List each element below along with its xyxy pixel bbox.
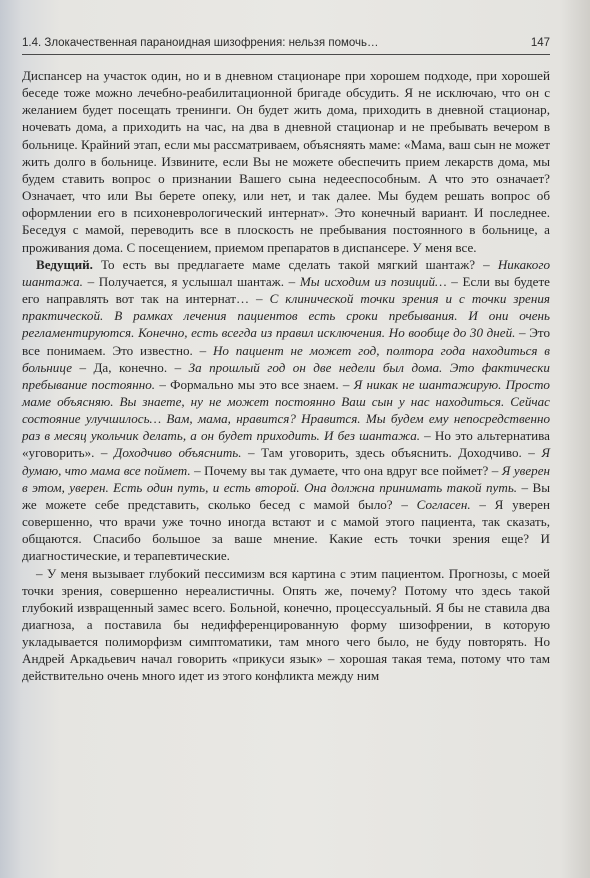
running-header xyxy=(22,36,550,55)
text-run: – Я уверен совершенно, что врачи уже точно иногда встают и с мамой этого пациента, так сказать, общаются. Спасибо большое за ваше мнение. Какие есть точки зрения еще? И диагностические, и терапевтические. xyxy=(22,496,550,564)
italic-speech: Никакого шантажа. xyxy=(22,256,550,289)
italic-speech: Я думаю, что мама все поймет. xyxy=(22,445,550,478)
paragraph xyxy=(22,565,550,685)
italic-speech: Доходчиво объяснить. xyxy=(113,445,242,461)
italic-speech: Но пациент не может год, полтора года находиться в больнице xyxy=(22,342,550,375)
running-title: 1.4. Злокачественная параноидная шизофрения: нельзя помочь… xyxy=(22,37,379,49)
text-run: – У меня вызывает глубокий пессимизм вся картина с этим пациентом. Прогнозы, с моей точки зрения, совершенно нереалистичны. Опять же, почему? Потому что здесь такой глубокий извращенный замес всего. Больной, конечно, процессуальный. Я бы не ставила два диагноза, а поставила бы недифференцированную форму шизофрении, в которую укладывается полиморфизм симптоматики, там много чего было, не буду повторять. Но Андрей Аркадьевич начал говорить «прикуси язык» – хорошая такая тема, потому что там действительно очень много идет из этого конфликта между ним xyxy=(22,565,550,684)
italic-speech: Согласен. xyxy=(416,496,471,512)
text-run: – Почему вы так думаете, что она вдруг все поймет? – xyxy=(190,462,502,478)
body-text xyxy=(22,67,550,685)
text-run: – Формально мы это все знаем. – xyxy=(155,376,354,392)
text-run: – Если вы будете его направлять вот так на интернат… – xyxy=(22,273,550,307)
text-run: Диспансер на участок один, но и в дневном стационаре при хорошем подходе, при хорошей беседе тоже можно лечебно-реабилитационной бригаде обсудить. Я не исключаю, что он с желанием будет посещать тренинги. Он будет жить дома, приходить в дневной стационар, ночевать дома, а приходить на час, на два в дневной стационар и не пребывать вечером в больнице. Крайний этап, если мы рассматриваем, объясняять маме: «Мама, ваш сын не может жить долго в больнице. Извините, если Вы не можете обеспечить прием лекарств дома, мы будем ставить вопрос о признании Вашего сына недееспособным. А что это означает? Означает, что или Вы берете опеку, или нет, и так далее. Мы будем решать вопрос об оформлении его в психоневрологический интернат». Это конечный вариант. И последнее. Беседуя с мамой, переводить все в плоскость не пребывания постоянного в больнице, а проживания дома. С посещением, приемом препаратов в диспансере. У меня все. xyxy=(22,68,550,255)
text-run: – Получается, я услышал шантаж. – xyxy=(82,273,300,289)
page-number: 147 xyxy=(530,37,550,49)
paragraph xyxy=(22,256,550,565)
text-run: – Но это альтернатива «уговорить». – xyxy=(22,428,550,461)
text-run: То есть вы предлагаете маме сделать такой мягкий шантаж? – xyxy=(92,256,498,272)
text-run: – Да, конечно. – xyxy=(72,359,189,375)
italic-speech: С клинической точки зрения и с точки зрения практической. В рамках лечения пациентов есть сроки пребывания. И они очень регламентируются. Конечно, есть всегда из правил исключения. Но вообще до 30 дней. xyxy=(22,291,550,341)
italic-speech: За прошлый год он две недели был дома. Это фактически пребывание постоянно. xyxy=(22,359,550,392)
italic-speech: Мы исходим из позиций… xyxy=(299,273,447,289)
text-run: – Там уговорить, здесь объяснить. Доходчиво. – xyxy=(241,445,542,461)
italic-speech: Я никак не шантажирую. Просто маме объясняю. Вы знаете, ну не может постоянно Ваш сын у нас находиться. Сейчас состояние улучшилось… Вам, мама, нравится? Нравится. Мы будем ему непосредственно раз в месяц укольчик делать, а он будет приходить. И без шантажа. xyxy=(22,376,550,444)
text-run: – Вы же можете себе представить, сколько бесед с мамой было? – xyxy=(22,479,551,512)
speaker-label: Ведущий. xyxy=(36,256,93,272)
text-run: – Это все понимаем. Это известно. – xyxy=(22,325,550,358)
paragraph xyxy=(22,67,550,256)
italic-speech: Я уверен в этом, уверен. Есть один путь, и есть второй. Она должна принимать такой путь. xyxy=(22,462,551,495)
